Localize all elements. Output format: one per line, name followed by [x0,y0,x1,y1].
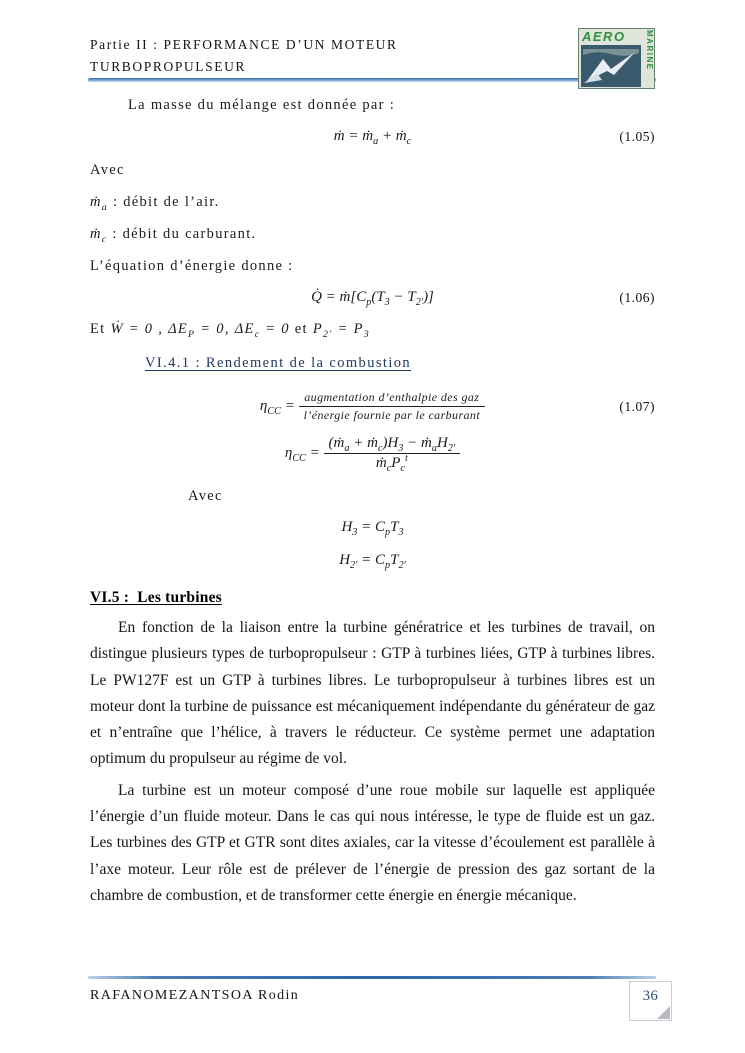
equation-h3-expression: $H_3 = C_pT_3$ [341,519,404,538]
definition-fuel-flow-text: : débit du carburant. [107,226,257,242]
equation-h2prime-expression: $H_{2'} = C_pT_{2'}$ [339,552,406,571]
avec-label-1: Avec [90,162,125,178]
footer-divider [88,976,656,979]
section-heading-641: VI.4.1 : Rendement de la combustion [145,355,412,371]
page-header [90,34,398,78]
paragraph-turbine-description: La turbine est un moteur composé d’une roue mobile sur laquelle est appliquée l’énergie d’un fluide moteur. Dans le cas qui nous intéresse, le type de fluide est un gaz. Les turbines des GTP et GTR sont dites axiales, car la vitesse d’écoulement est parallèle à l’axe moteur. Leur rôle est de prélever de l’énergie de pression des gaz sortant de la chambre de combustion, et de transformer cette énergie en énergie mécanique. [90,781,655,904]
conditions-word-et-1: Et [90,321,106,337]
equation-eta-cc-lhs: $\eta_{CC}$ = [284,444,320,464]
equation-1-05-expression: ṁ = $ṁ_a$ + $ṁ_c$ [333,128,412,147]
section-heading-65: VI.5 : Les turbines [90,589,222,606]
equation-1-07-number: (1.07) [619,398,655,414]
header-title-line1: Partie II : PERFORMANCE D’UN MOTEUR [90,37,398,52]
definition-air-flow [90,194,655,211]
symbol-m-dot-c: $ṁ_c$ [90,226,108,245]
folded-corner-icon [657,1006,670,1019]
equation-1-07-numerator: augmentation d’enthalpie des gaz [304,390,480,404]
equation-h2prime [90,552,655,569]
conditions-line [90,321,655,338]
page-number-box [629,981,672,1021]
equation-eta-cc-numerator: ($ṁ_a$ + $ṁ_c)H_3$ − $ṁ_aH_{2'}$ [328,435,456,454]
equation-1-07-denominator: l’énergie fournie par le carburant [299,406,485,423]
energy-equation-intro: L’équation d’énergie donne : [90,258,294,274]
definition-fuel-flow [90,226,655,243]
equation-eta-cc-denominator: $ṁ_cP_c^t$ [324,453,461,472]
intro-sentence: La masse du mélange est donnée par : [128,97,396,113]
conditions-word-et-2: et [294,321,308,337]
paragraph-turbines-types: En fonction de la liaison entre la turbine génératrice et les turbines de travail, on distingue plusieurs types de turbopropulseur : GTP à turbines liées, GTP à turbines libres. Le PW127F est un GTP à turbines libres. Le turbopropulseur à turbines libres est un moteur dont la turbine de puissance est mécaniquement indépendante du générateur de gaz et n’entraîne que l’hélice, à travers le réducteur. Ce système permet une adaptation optimum du propulseur au régime de vol. [90,619,655,768]
definition-air-flow-text: : débit de l’air. [108,194,220,210]
header-title-line2: TURBOPROPULSEUR [90,59,247,74]
equation-1-05-number: (1.05) [619,128,655,144]
logo-text-marine: MARINE [645,30,654,71]
conditions-math-2: $P_{2'} = P_3$ [312,321,370,340]
avec-label-2: Avec [188,488,223,504]
equation-1-07-fraction [299,390,485,423]
equation-eta-cc-expanded [90,435,655,472]
footer-author: RAFANOMEZANTSOA Rodin [90,988,300,1003]
equation-1-07-lhs: $\eta_{CC}$ = [259,397,295,417]
section-heading-65-row [90,589,655,607]
equation-1-06-expression: Q̇ = $ṁ[C_p(T_3 - T_{2'})]$ [311,289,434,308]
equation-h3 [90,519,655,536]
equation-1-06 [90,289,655,306]
equation-1-06-number: (1.06) [619,289,655,305]
symbol-m-dot-a: $ṁ_a$ [90,194,109,213]
aero-marine-logo [578,28,655,89]
logo-text-aero: AERO [582,29,626,44]
equation-eta-cc-fraction [324,435,461,472]
section-heading-641-row [90,354,655,372]
conditions-math-1: Ẇ = 0 , $\Delta E_P = 0$, $\Delta E_c = 0$ [110,321,290,340]
logo-bird-icon [581,45,641,87]
document-body [90,94,655,909]
header-divider [88,78,656,82]
page-number: 36 [642,988,659,1004]
equation-1-05 [90,128,655,145]
equation-1-07 [90,390,655,423]
